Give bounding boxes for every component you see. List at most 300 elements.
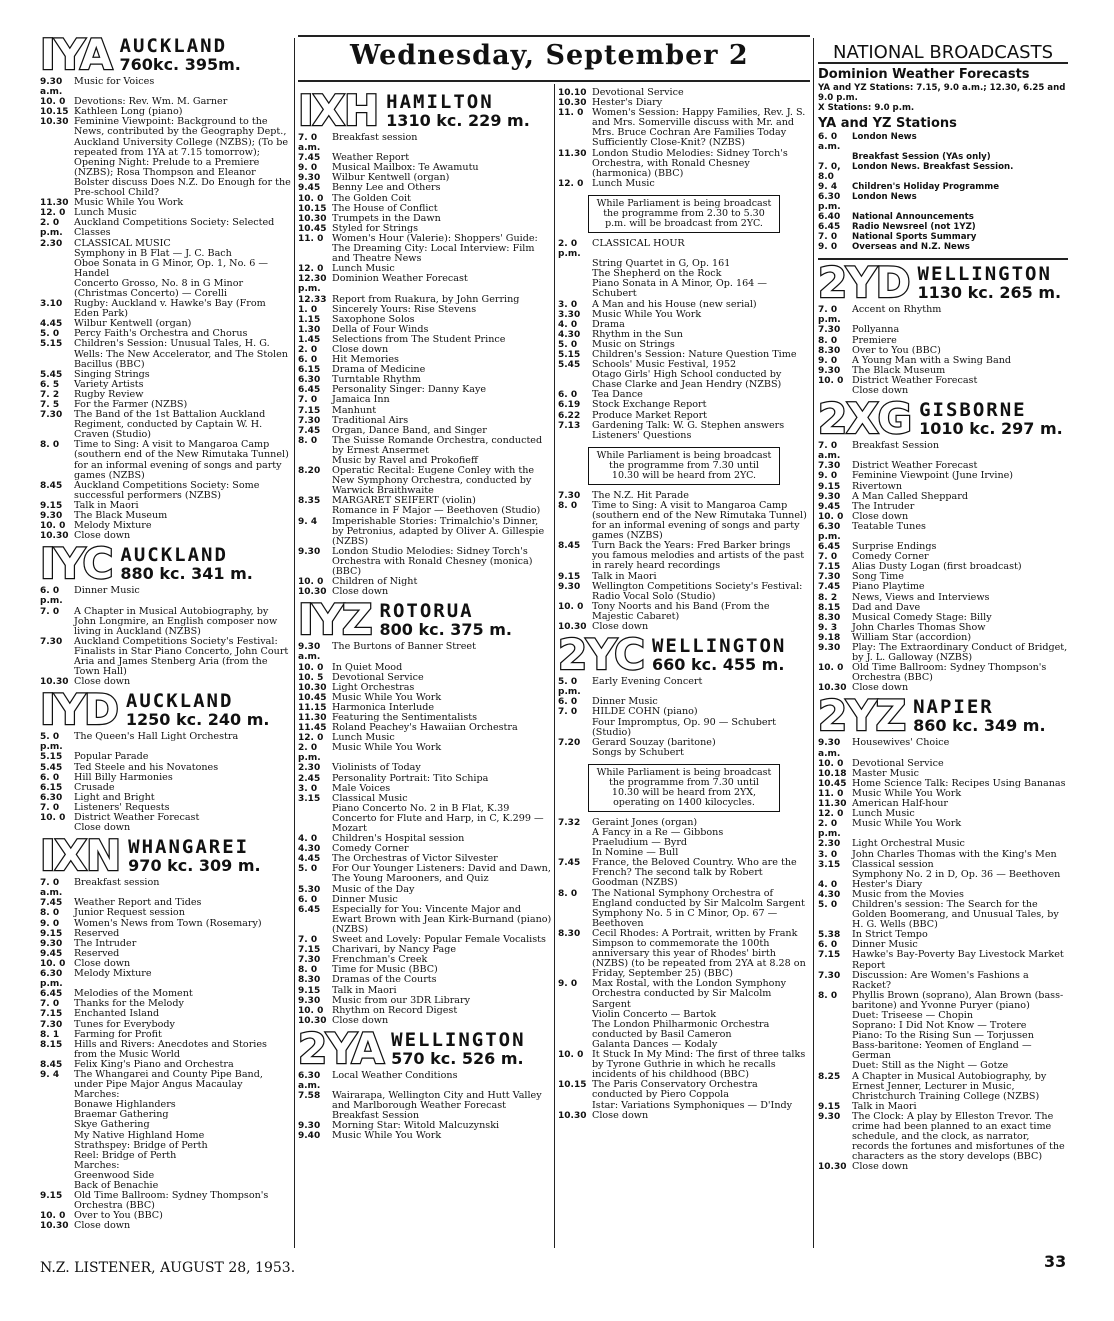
programme-time: 7.30: [558, 490, 581, 501]
programme-row: [818, 471, 1068, 481]
programme-row: [558, 279, 810, 299]
programme-time: [818, 1061, 852, 1071]
programme-time: 10. 0: [40, 521, 66, 532]
programme-title: Women's Hour (Valerie): Shoppers' Guide: The Dreaming City: Local Interview: Film and Theatre News: [332, 232, 538, 265]
programme-time: 5. 0 p.m.: [558, 677, 581, 698]
programme-time: 11. 0: [818, 788, 844, 799]
programme-time: 8.45: [558, 541, 581, 552]
programme-time: 10.30: [298, 682, 327, 693]
programme-title: Over to You (BBC): [74, 1210, 163, 1222]
programme-row: [818, 192, 1068, 212]
call-sign-logo: 2YZ: [818, 691, 906, 741]
programme-title: Hit Memories: [332, 354, 399, 366]
programme-time: 8.30: [818, 612, 841, 623]
programme-time: 6.45: [818, 542, 841, 553]
programme-time: 3.10: [40, 299, 63, 310]
programme-title: A Young Man with a Swing Band: [852, 354, 1012, 366]
programme-title: The House of Conflict: [332, 202, 438, 214]
weather-line-1: YA and YZ Stations: 7.15, 9.0 a.m.; 12.30, 6.25 and 9.0 p.m.: [818, 83, 1066, 104]
programme-title: Piano Concerto No. 2 in B Flat, K.39: [332, 802, 510, 814]
programme-time: 7.45: [298, 425, 321, 436]
programme-title: American Half-hour: [852, 798, 949, 810]
station-header: [40, 30, 292, 79]
ya-yz-stations-title: YA and YZ Stations: [818, 116, 957, 132]
programme-time: 6. 0: [40, 772, 60, 783]
programme-row: [558, 909, 810, 929]
programme-title: Geraint Jones (organ): [592, 816, 698, 828]
programme-time: 9. 0: [818, 355, 838, 366]
programme-row: [298, 234, 552, 264]
programme-title: Bass-baritone: Yeomen of England — German: [852, 1040, 1032, 1062]
programme-title: Weather Report and Tides: [74, 897, 202, 909]
programme-time: 10. 0: [40, 958, 66, 969]
programme-time: 9.15: [40, 928, 63, 939]
programme-title: Oboe Sonata in G Minor, Op. 1, No. 6 — Handel: [74, 257, 269, 279]
programme-time: 10.18: [818, 768, 847, 779]
programme-title: Devotional Service: [332, 671, 424, 683]
programme-title: Close down: [332, 586, 389, 598]
programme-title: Melodies of the Moment: [74, 988, 193, 1000]
programme-time: 7.58: [298, 1091, 321, 1102]
programme-time: 8. 0: [558, 888, 578, 899]
programme-time: [558, 838, 592, 848]
station-header: [818, 394, 1068, 444]
programme-time: 10. 0: [40, 1211, 66, 1222]
programme-title: Crusade: [74, 781, 115, 793]
programme-time: 8. 0: [558, 500, 578, 511]
programme-row: [818, 839, 1068, 849]
programme-time: 10.30: [558, 622, 587, 633]
programme-row: [558, 370, 810, 390]
programme-time: 10. 0: [40, 97, 66, 108]
programme-time: 8. 2: [818, 592, 838, 603]
programme-time: 1.15: [298, 314, 321, 325]
programme-time: 8. 1: [40, 1029, 60, 1040]
station-city: WHANGAREI: [128, 836, 250, 859]
programme-time: 6.30 p.m.: [818, 521, 841, 542]
station-header: [40, 539, 292, 589]
programme-time: 10.10: [558, 88, 587, 98]
programme-title: Manhunt: [332, 404, 377, 416]
programme-title: Schools' Music Festival, 1952: [592, 359, 737, 371]
programme-row: [40, 732, 292, 752]
programme-row: [298, 436, 552, 456]
programme-time: 12.30 p.m.: [298, 274, 327, 295]
programme-title: Children's session: The Search for the Golden Boomerang, and Unusual Tales, by H. G. Wells (BBC): [852, 898, 1059, 931]
programme-row: [558, 1080, 810, 1100]
programme-title: Organ, Dance Band, and Singer: [332, 424, 487, 436]
programme-time: 10.15: [558, 1080, 587, 1091]
programme-row: [818, 1072, 1068, 1102]
programme-title: John Charles Thomas Show: [852, 621, 986, 633]
column-2: [298, 88, 552, 1142]
programme-time: 11.30: [298, 712, 327, 723]
programme-title: Time to Sing: A visit to Mangaroa Camp (southern end of the New Rimutaka Tunnel) for an informal evening of songs and party games (NZBS): [74, 439, 289, 481]
programme-row: [818, 522, 1068, 542]
programme-title: Devotional Service: [592, 87, 684, 98]
programme-title: Percy Faith's Orchestra and Chorus: [74, 328, 248, 340]
programme-title: Skye Gathering: [74, 1119, 150, 1131]
programme-time: 7.45: [818, 582, 841, 593]
programme-title: London Studio Melodies: Sidney Torch's Orchestra with Ronald Chesney (monica) (BBC): [332, 545, 533, 578]
programme-title: Stock Exchange Report: [592, 399, 707, 411]
programme-time: [558, 1020, 592, 1040]
programme-title: Music While You Work: [852, 818, 962, 830]
station-frequency: 1010 kc. 297 m.: [919, 419, 1063, 439]
station-frequency: 660 kc. 455 m.: [651, 655, 785, 675]
programme-time: [558, 828, 592, 838]
programme-title: CLASSICAL HOUR: [592, 237, 685, 249]
programme-row: [818, 152, 1068, 162]
station-info: [919, 401, 1063, 438]
programme-title: The Band of the 1st Battalion Auckland Regiment, conducted by Captain W. H. Craven (Studio): [74, 409, 266, 441]
programme-title: Children's Holiday Programme: [852, 182, 1000, 193]
station-2yz: [818, 691, 1068, 1173]
programme-title: Reel: Bridge of Perth: [74, 1149, 177, 1161]
programme-time: 5.45: [40, 762, 63, 773]
programme-time: 7. 0: [298, 395, 318, 406]
programme-time: 6. 0: [818, 940, 838, 951]
programme-title: Lunch Music: [852, 808, 915, 820]
programme-time: 6. 0: [298, 355, 318, 366]
programme-title: Close down: [852, 385, 909, 397]
programme-time: 6.45: [818, 222, 841, 233]
programme-title: Phyllis Brown (soprano), Alan Brown (bass-baritone) and Yvonne Puryer (piano): [852, 989, 1064, 1011]
programme-title: Women's News from Town (Rosemary): [74, 917, 262, 929]
programme-time: 9. 0: [818, 242, 838, 253]
programme-time: 8. 0: [40, 908, 60, 919]
programme-time: 8.15: [818, 602, 841, 613]
top-rule: [298, 35, 810, 37]
programme-row: [818, 305, 1068, 325]
programme-title: Drama: [592, 318, 625, 330]
programme-time: [558, 279, 592, 299]
programme-row: [40, 586, 292, 606]
programme-title: Housewives' Choice: [852, 737, 950, 749]
programme-time: 9.18: [818, 632, 841, 643]
programme-title: Talk in Maori: [332, 984, 397, 996]
programme-time: 6.45: [298, 904, 321, 915]
programme-title: Dad and Dave: [852, 601, 921, 613]
programme-title: Hester's Diary: [592, 97, 663, 109]
programme-title: Frenchman's Creek: [332, 954, 428, 966]
programme-time: 9.30 a.m.: [818, 738, 841, 759]
programme-title: London News. Breakfast Session.: [852, 162, 1014, 173]
programme-time: [40, 259, 74, 279]
programme-time: 10. 0: [558, 1050, 584, 1061]
2ya-continued-morning: [558, 88, 810, 189]
station-frequency: 760kc. 395m.: [119, 55, 241, 74]
programme-time: 6. 0 a.m.: [818, 132, 841, 153]
programme-title: Tea Dance: [592, 389, 643, 401]
programme-title: Dinner Music: [592, 696, 658, 708]
programme-time: 9.15: [40, 500, 63, 511]
programme-title: Turn Back the Years: Fred Barker brings you famous melodies and artists of the past in rarely heard recordings: [592, 540, 805, 572]
station-2yc: [558, 630, 810, 758]
programme-title: Duet: Triseese — Chopin: [852, 1010, 973, 1021]
programme-title: The Queen's Hall Light Orchestra: [74, 731, 239, 743]
programme-title: Music While You Work: [852, 787, 962, 799]
call-sign-logo: IXH: [298, 86, 379, 135]
2yc-continued: [558, 818, 810, 1121]
programme-time: [298, 506, 332, 516]
station-header: [558, 630, 810, 680]
programme-time: [40, 1181, 74, 1191]
programme-time: 9.30: [558, 581, 581, 592]
programme-title: Premiere: [852, 334, 897, 346]
programme-time: 9.15: [558, 571, 581, 582]
programme-row: [558, 707, 810, 717]
programme-time: [558, 718, 592, 738]
programme-title: Symphony No. 2 in D, Op. 36 — Beethoven: [852, 868, 1061, 880]
programme-title: Concerto for Flute and Harp, in C, K.299 — Mozart: [332, 812, 544, 834]
programme-title: Strathspey: Bridge of Perth: [74, 1139, 208, 1151]
programme-title: London Studio Melodies: Sidney Torch's Orchestra, with Ronald Chesney (harmonica) (BBC): [592, 147, 788, 179]
programme-time: 7.15: [818, 562, 841, 573]
programme-time: 6.15: [298, 365, 321, 376]
call-sign-logo: IYC: [40, 539, 113, 589]
programme-row: [298, 1091, 552, 1111]
programme-title: Felix King's Piano and Orchestra: [74, 1058, 234, 1070]
programme-time: 10.30: [818, 1162, 847, 1173]
programme-row: [298, 133, 552, 153]
programme-time: 6. 5: [40, 379, 60, 390]
programme-time: 9.15: [818, 481, 841, 492]
call-sign-logo: IYZ: [298, 595, 372, 645]
programme-time: 7. 0: [818, 552, 838, 563]
programme-time: 6.40: [818, 212, 841, 223]
programme-title: Otago Girls' High School conducted by Chase Clarke and Jean Hendry (NZBS): [592, 369, 782, 391]
programme-title: Symphony No. 5 in C Minor, Op. 67 — Beethoven: [592, 907, 778, 929]
programme-title: Personality Singer: Danny Kaye: [332, 384, 487, 396]
programme-time: 8.45: [40, 480, 63, 491]
programme-time: 6.22: [558, 410, 581, 421]
programme-title: Piano Playtime: [852, 581, 925, 593]
programme-title: The Burtons of Banner Street: [332, 641, 476, 653]
programme-row: [818, 162, 1068, 182]
programme-title: Rugby Review: [74, 388, 144, 400]
station-2yd: [818, 258, 1068, 397]
programme-time: 6. 0 p.m.: [40, 586, 63, 607]
programme-row: [558, 1020, 810, 1040]
programme-time: 3. 0: [298, 783, 318, 794]
programme-time: 10. 0: [818, 511, 844, 522]
programme-title: In Quiet Mood: [332, 661, 403, 673]
programme-title: Benny Lee and Others: [332, 182, 441, 194]
programme-row: [40, 969, 292, 989]
programme-time: 10.45: [298, 692, 327, 703]
programme-title: Dinner Music: [852, 939, 918, 951]
programme-time: 10. 0: [298, 193, 324, 204]
programme-title: Enchanted Island: [74, 1008, 160, 1020]
programme-title: For the Farmer (NZBS): [74, 399, 188, 410]
programme-title: The Paris Conservatory Orchestra conducted by Piero Coppola: [592, 1079, 758, 1101]
programme-time: 7.30: [40, 1019, 63, 1030]
programme-row: [818, 222, 1068, 232]
programme-time: 10.30: [40, 677, 69, 688]
station-city: WELLINGTON: [651, 635, 787, 658]
programme-title: Accent on Rhythm: [852, 304, 942, 316]
programme-title: Drama of Medicine: [332, 364, 426, 376]
programme-title: Comedy Corner: [332, 843, 409, 855]
programme-title: Over to You (BBC): [852, 344, 941, 356]
programme-time: 10. 0: [298, 1005, 324, 1016]
station-info: [126, 692, 270, 729]
programme-time: 7.15: [298, 945, 321, 956]
programme-time: 9.15: [40, 1191, 63, 1202]
programme-time: 12. 0: [558, 178, 584, 189]
programme-title: Greenwood Side: [74, 1169, 155, 1181]
programme-time: 7. 5: [40, 400, 60, 410]
programme-title: A Man and his House (new serial): [592, 298, 757, 310]
programme-time: 7. 2: [40, 389, 60, 400]
programme-title: Dinner Music: [332, 893, 398, 905]
programme-time: 5.45: [40, 369, 63, 380]
programme-title: Master Music: [852, 767, 920, 779]
programme-time: 7. 0: [298, 935, 318, 946]
station-city: HAMILTON: [386, 91, 494, 113]
call-sign-logo: 2YA: [298, 1023, 384, 1073]
programme-time: 7.30: [298, 955, 321, 966]
programme-title: Especially for You: Vincente Major and Ewart Brown with Jean Kirk-Burnand (piano) (NZBS): [332, 903, 552, 935]
programme-time: 10.30: [558, 98, 587, 109]
programme-title: Children's Hospital session: [332, 833, 465, 845]
programme-time: 10. 0: [298, 662, 324, 673]
programme-time: 10.30: [40, 531, 69, 542]
programme-time: [558, 1040, 592, 1050]
programme-time: 8. 0: [298, 435, 318, 446]
programme-title: MARGARET SEIFERT (violin): [332, 495, 476, 507]
programme-title: Lunch Music: [332, 732, 395, 744]
programme-time: 10.15: [40, 107, 69, 118]
programme-time: 4.30: [298, 844, 321, 855]
programme-row: [558, 179, 810, 189]
programme-row: [818, 991, 1068, 1011]
programme-title: London News: [852, 192, 917, 203]
programme-row: [818, 900, 1068, 930]
programme-time: 9. 4: [818, 182, 838, 193]
programme-title: Thanks for the Melody: [74, 998, 184, 1010]
programme-time: 8.25: [818, 1071, 841, 1082]
programme-title: John Charles Thomas with the King's Men: [852, 848, 1057, 860]
call-sign-logo: IYA: [40, 30, 112, 79]
programme-title: Light and Bright: [74, 791, 155, 803]
station-2ya: [298, 1023, 552, 1142]
programme-time: 12.33: [298, 294, 327, 305]
station-city: AUCKLAND: [120, 544, 228, 567]
parliament-notice-3: While Parliament is being broadcast the programme from 7.30 until 10.30 will be heard from 2YX, operating on 1400 kilocycles.: [588, 764, 780, 812]
programme-title: Children's Session: Nature Question Time: [592, 348, 797, 360]
programme-time: 7. 0: [818, 232, 838, 243]
call-sign-logo: 2YD: [818, 258, 910, 308]
programme-time: 11.15: [298, 702, 327, 713]
programme-row: [558, 1050, 810, 1080]
programme-row: [818, 1162, 1068, 1172]
programme-row: [298, 905, 552, 935]
programme-row: [558, 858, 810, 888]
programme-title: Close down: [852, 1161, 909, 1173]
programme-title: The Golden Coit: [332, 192, 411, 204]
station-frequency: 1310 kc. 229 m.: [386, 111, 530, 130]
national-broadcasts-title: NATIONAL BROADCASTS: [818, 48, 1068, 64]
programme-title: Report from Ruakura, by John Gerring: [332, 293, 520, 305]
programme-title: Breakfast Session (YAs only): [852, 152, 991, 163]
programme-row: [40, 878, 292, 898]
programme-title: Music While You Work: [332, 742, 442, 754]
programme-time: [40, 279, 74, 299]
programme-time: 7.13: [558, 420, 581, 431]
programme-time: [40, 1100, 74, 1110]
programme-title: Piano Sonata in A Minor, Op. 164 — Schubert: [592, 278, 767, 300]
programme-time: [298, 456, 332, 466]
programme-time: [558, 848, 592, 858]
programme-time: 3.15: [818, 859, 841, 870]
programme-title: A Man Called Sheppard: [852, 490, 968, 502]
programme-row: [818, 950, 1068, 970]
programme-time: 12. 0: [40, 208, 66, 219]
programme-title: Songs by Schubert: [592, 746, 684, 758]
programme-row: [40, 637, 292, 677]
programme-time: 10. 0: [40, 813, 66, 823]
programme-time: [40, 1110, 74, 1120]
programme-time: 9.30: [818, 365, 841, 376]
weather-line-2: X Stations: 9.0 p.m.: [818, 103, 915, 114]
programme-time: 10.30: [298, 587, 327, 598]
programme-row: [818, 182, 1068, 192]
programme-title: Close down: [852, 510, 909, 522]
programme-title: Max Rostal, with the London Symphony Orchestra conducted by Sir Malcolm Sargent: [592, 978, 787, 1010]
programme-title: Wairarapa, Wellington City and Hutt Valley and Marlborough Weather Forecast: [332, 1090, 542, 1112]
programme-title: Dominion Weather Forecast: [332, 273, 468, 285]
programme-time: 6.19: [558, 400, 581, 411]
programme-title: Back of Benachie: [74, 1180, 159, 1191]
programme-title: Lunch Music: [592, 177, 655, 189]
programme-row: [298, 547, 552, 577]
programme-time: 6. 0: [298, 894, 318, 905]
programme-row: [40, 1221, 292, 1231]
programme-time: 4.30: [818, 889, 841, 900]
programme-title: Close down: [74, 676, 131, 688]
programme-time: 6.30 a.m.: [298, 1070, 321, 1091]
station-frequency: 970 kc. 309 m.: [128, 856, 261, 876]
programme-time: [298, 804, 332, 814]
programme-time: 4. 0: [558, 319, 578, 330]
programme-time: 7.32: [558, 817, 581, 828]
programme-time: [40, 1151, 74, 1161]
programme-time: 10.30: [40, 117, 69, 128]
programme-time: 2. 0 p.m.: [558, 238, 581, 260]
programme-title: Children of Night: [332, 576, 418, 588]
station-info: [120, 37, 241, 74]
programme-time: 7.45: [558, 858, 581, 869]
station-city: NAPIER: [913, 696, 994, 719]
programme-title: Overseas and N.Z. News: [852, 242, 970, 253]
programme-title: District Weather Forecast: [74, 812, 200, 823]
programme-time: 2.30: [40, 238, 63, 249]
programme-title: The Shepherd on the Rock: [592, 268, 722, 280]
programme-title: Surprise Endings: [852, 541, 937, 553]
programme-title: Classical session: [852, 858, 934, 870]
programme-title: Wilbur Kentwell (organ): [332, 172, 450, 184]
programme-title: Violinists of Today: [332, 762, 421, 774]
programme-time: 2. 0 p.m.: [40, 218, 63, 239]
programme-row: [298, 975, 552, 985]
station-city: WELLINGTON: [391, 1028, 526, 1051]
programme-row: [818, 1112, 1068, 1162]
programme-time: 2.30: [298, 763, 321, 774]
page-heading: Wednesday, September 2: [350, 40, 749, 71]
programme-title: Selections from The Student Prince: [332, 333, 506, 345]
